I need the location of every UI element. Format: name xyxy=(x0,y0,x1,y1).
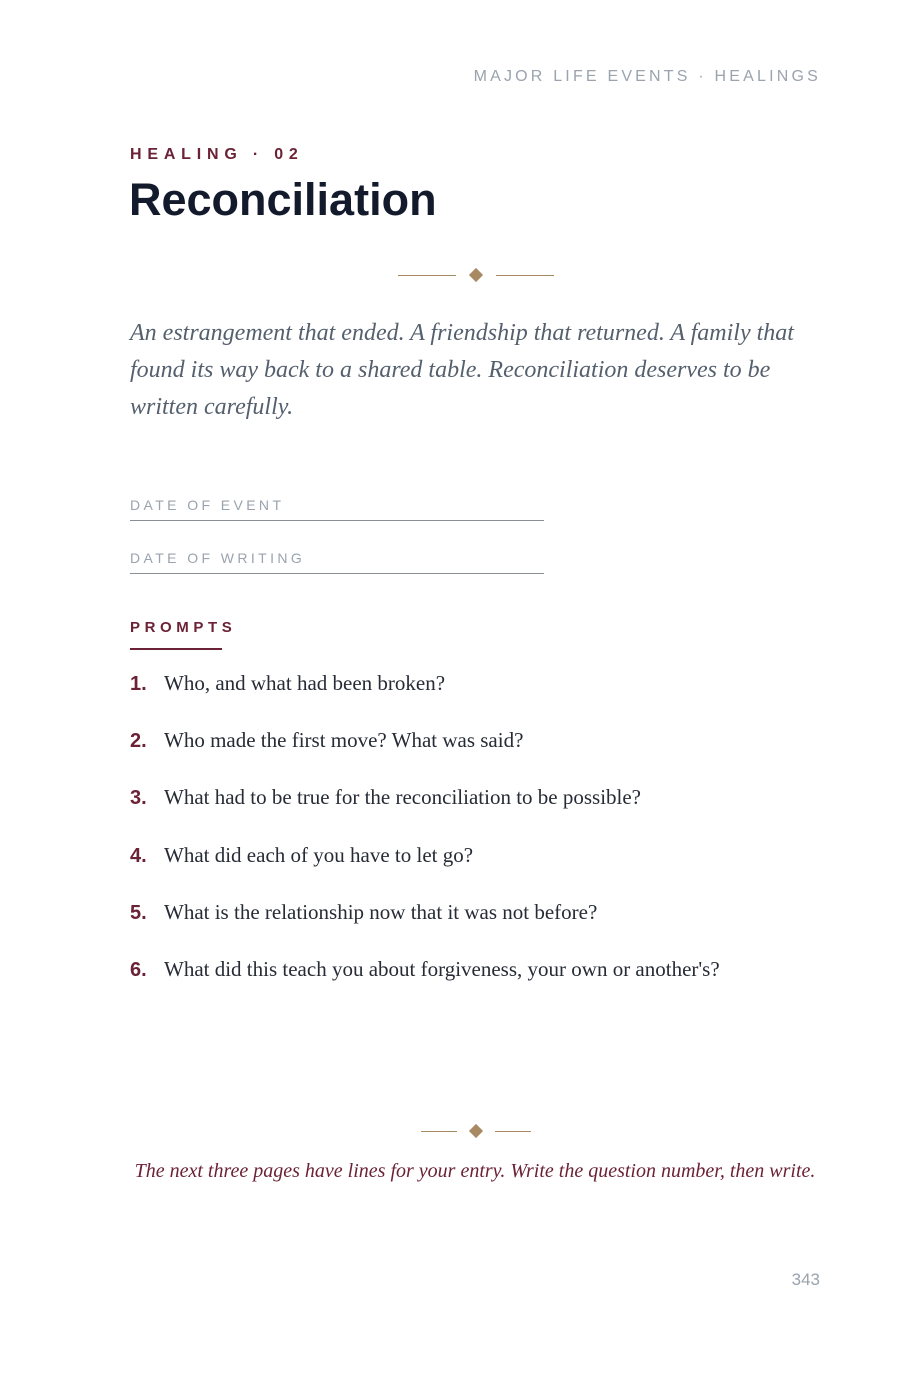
date-of-writing-field[interactable] xyxy=(130,550,544,574)
date-of-event-field[interactable] xyxy=(130,497,544,521)
diamond-icon xyxy=(469,268,483,282)
prompt-number: 1. xyxy=(130,673,147,695)
prompts-underline xyxy=(130,648,222,650)
prompt-text: What did this teach you about forgiveness, your own or another's? xyxy=(164,956,720,981)
ornament-rule-right xyxy=(496,275,554,276)
date-of-event-label: DATE OF EVENT xyxy=(130,497,285,513)
intro-paragraph: An estrangement that ended. A friendship that returned. A family that found its way back to a shared table. Reconciliation deserves to be written carefully. xyxy=(130,320,794,420)
prompt-item xyxy=(130,785,830,842)
prompt-text: What is the relationship now that it was not before? xyxy=(164,899,598,924)
ornament-rule-left xyxy=(421,1131,457,1132)
prompt-text: What did each of you have to let go? xyxy=(164,842,474,867)
section-kicker: HEALING · 02 xyxy=(130,146,304,163)
prompt-item xyxy=(130,957,830,1014)
ornament-rule-right xyxy=(495,1131,531,1132)
prompt-number: 5. xyxy=(130,901,147,924)
prompt-text: Who made the first move? What was said? xyxy=(164,728,524,753)
date-of-writing-label: DATE OF WRITING xyxy=(130,550,306,566)
page-title: Reconciliation xyxy=(129,174,437,225)
bottom-ornament-divider xyxy=(421,1126,531,1136)
prompt-item xyxy=(130,728,830,785)
diamond-icon xyxy=(469,1124,483,1138)
prompt-number: 6. xyxy=(130,958,147,981)
footer-note: The next three pages have lines for your entry. Write the question number, then write. xyxy=(134,1160,816,1182)
prompt-list xyxy=(130,671,830,1014)
prompts-heading: PROMPTS xyxy=(130,619,237,636)
prompt-number: 2. xyxy=(130,730,147,753)
prompt-text: Who, and what had been broken? xyxy=(164,671,446,695)
top-ornament-divider xyxy=(398,270,554,280)
prompt-number: 4. xyxy=(130,844,147,867)
running-head: MAJOR LIFE EVENTS · HEALINGS xyxy=(473,68,821,85)
prompt-number: 3. xyxy=(130,787,147,810)
prompt-text: What had to be true for the reconciliation to be possible? xyxy=(164,785,642,810)
prompt-item xyxy=(130,843,830,900)
prompt-item xyxy=(130,671,830,728)
page-number: 343 xyxy=(791,1270,820,1289)
ornament-rule-left xyxy=(398,275,456,276)
prompt-item xyxy=(130,900,830,957)
